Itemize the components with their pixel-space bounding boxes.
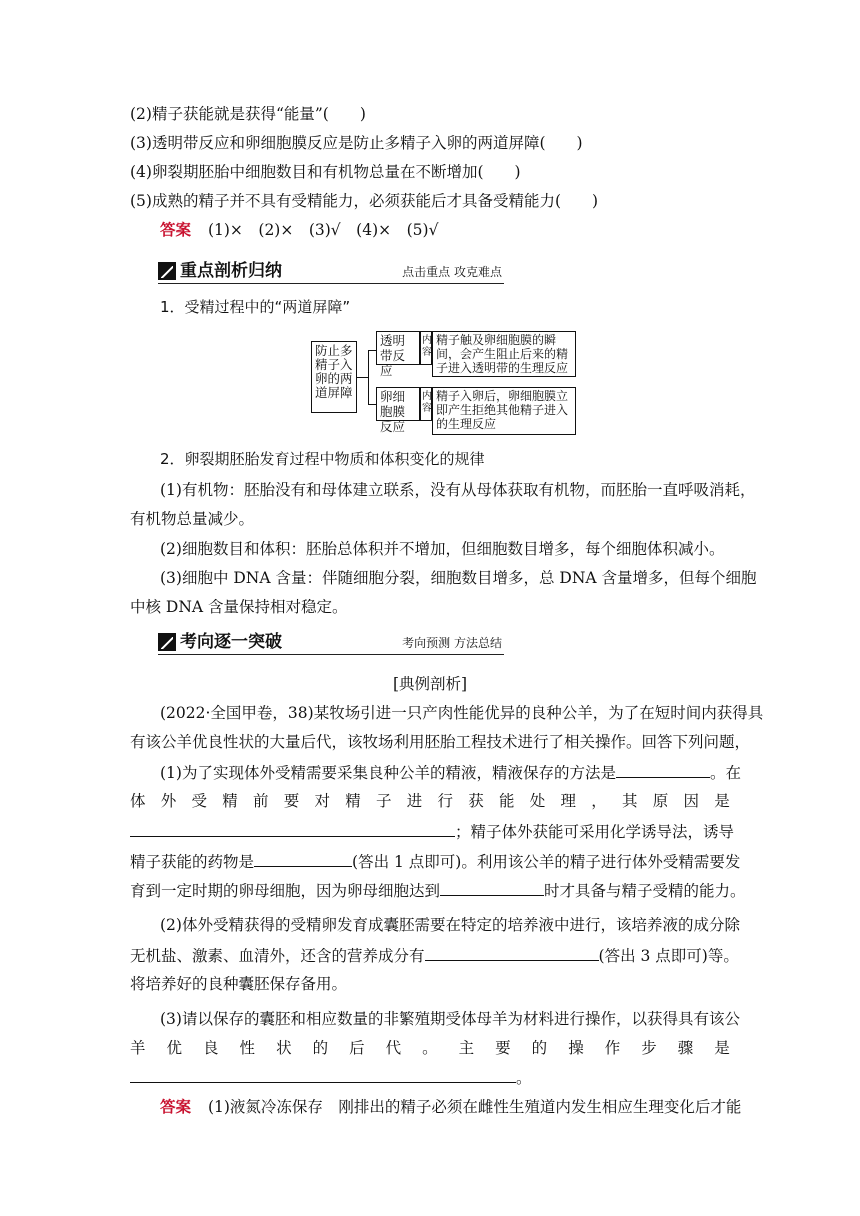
justified-char: 骤 bbox=[677, 1039, 694, 1057]
justified-char: 状 bbox=[276, 1039, 292, 1057]
question-text: (答出 3 点即可)等。 bbox=[598, 947, 739, 965]
question-1-line-4 bbox=[130, 850, 741, 873]
question-text: 精子获能的药物是 bbox=[130, 853, 255, 871]
section-title: 考向逐一突破 bbox=[180, 632, 282, 652]
answer-label: 答案 bbox=[160, 221, 192, 239]
question-text: ；精子体外获能可采用化学诱导法，诱导 bbox=[455, 823, 735, 841]
diagram-root-box: 防止多精子入卵的两道屏障 bbox=[311, 341, 357, 413]
heading-two-barriers: 1．受精过程中的“两道屏障” bbox=[160, 298, 351, 316]
justified-char: 优 bbox=[166, 1039, 183, 1057]
diagram-connector bbox=[368, 350, 369, 404]
diagram-connector bbox=[368, 404, 376, 405]
justified-char: 其 bbox=[622, 792, 638, 810]
justified-char: 的 bbox=[531, 1039, 548, 1057]
question-2: (2)精子获能就是获得“能量”( ) bbox=[130, 105, 366, 123]
section-subtitle: 点击重点 攻克难点 bbox=[402, 265, 502, 279]
answer-blank[interactable] bbox=[130, 820, 455, 837]
question-5: (5)成熟的精子并不具有受精能力，必须获能后才具备受精能力( ) bbox=[130, 192, 599, 210]
rule-3-line-1: (3)细胞中 DNA 含量：伴随细胞分裂，细胞数目增多，总 DNA 含量增多，但每个细胞 bbox=[160, 569, 757, 587]
question-3: (3)透明带反应和卵细胞膜反应是防止多精子入卵的两道屏障( ) bbox=[130, 134, 583, 152]
answer-blank[interactable] bbox=[130, 1066, 516, 1083]
justified-char: 精 bbox=[222, 792, 238, 810]
justified-char: 外 bbox=[160, 792, 177, 810]
question-2-line-2 bbox=[130, 944, 739, 967]
problem-line-2: 有该公羊优良性状的大量后代，该牧场利用胚胎工程技术进行了相关操作。回答下列问题， bbox=[130, 733, 751, 751]
question-2-line-1: (2)体外受精获得的受精卵发育成囊胚需要在特定的培养液中进行，该培养液的成分除 bbox=[160, 916, 740, 934]
justified-char: 因 bbox=[683, 792, 700, 810]
question-text: 育到一定时期的卵母细胞，因为卵母细胞达到 bbox=[130, 882, 441, 900]
justified-char: ， bbox=[591, 792, 607, 810]
justified-char: 子 bbox=[376, 792, 392, 810]
justified-char: 体 bbox=[130, 792, 146, 810]
justified-char: 步 bbox=[641, 1039, 657, 1057]
justified-char: 羊 bbox=[130, 1039, 146, 1057]
rule-2: (2)细胞数目和体积：胚胎总体积并不增加，但细胞数目增多，每个细胞体积减小。 bbox=[160, 540, 725, 558]
justified-char: 代 bbox=[385, 1039, 402, 1057]
justified-char: 主 bbox=[458, 1039, 475, 1057]
answer-text: (1)液氮冷冻保存 刚排出的精子必须在雌性生殖道内发生相应生理变化后才能 bbox=[207, 1098, 742, 1116]
heading-cleavage-rules: 2．卵裂期胚胎发育过程中物质和体积变化的规律 bbox=[160, 450, 485, 468]
justified-char: 操 bbox=[568, 1039, 584, 1057]
section-header-key-points bbox=[158, 259, 504, 284]
answer-label: 答案 bbox=[160, 1098, 192, 1116]
problem-line-1: (2022·全国甲卷，38)某牧场引进一只产肉性能优异的良种公羊，为了在短时间内获得具 bbox=[160, 704, 764, 722]
justified-char: 的 bbox=[312, 1039, 329, 1057]
justified-char: 后 bbox=[349, 1039, 365, 1057]
branch-membrane-content: 精子入卵后，卵细胞膜立即产生拒绝其他精子进入的生理反应 bbox=[432, 387, 576, 435]
justified-char: 要 bbox=[495, 1039, 511, 1057]
question-1-line-2 bbox=[130, 790, 730, 812]
rule-1-line-2: 有机物总量减少。 bbox=[130, 510, 255, 528]
justified-char: 是 bbox=[714, 792, 730, 810]
question-1-line-1 bbox=[160, 761, 741, 784]
justified-char: 进 bbox=[406, 792, 423, 810]
justified-char: 行 bbox=[437, 792, 454, 810]
section-marker-icon bbox=[158, 262, 176, 280]
justified-char: 理 bbox=[560, 792, 577, 810]
question-text: 。在 bbox=[709, 764, 741, 782]
question-text: 无机盐、激素、血清外，还含的营养成分有 bbox=[130, 947, 425, 965]
question-text: (1)为了实现体外受精需要采集良种公羊的精液，精液保存的方法是 bbox=[160, 764, 616, 782]
justified-char: 原 bbox=[652, 792, 669, 810]
justified-char: 作 bbox=[604, 1039, 621, 1057]
example-title: [典例剖析] bbox=[392, 675, 468, 693]
branch-content-tag: 内容 bbox=[420, 387, 432, 421]
answer-line-1 bbox=[160, 219, 760, 241]
rule-1-line-1: (1)有机物：胚胎没有和母体建立联系，没有从母体获取有机物，而胚胎一直呼吸消耗， bbox=[160, 481, 756, 499]
answer-blank[interactable] bbox=[616, 761, 710, 778]
justified-char: 。 bbox=[422, 1039, 438, 1057]
branch-zona-pellucida-content: 精子触及卵细胞膜的瞬间，会产生阻止后来的精子进入透明带的生理反应 bbox=[432, 331, 576, 377]
section-header-breakthrough bbox=[158, 630, 504, 655]
justified-char: 对 bbox=[314, 792, 331, 810]
justified-char: 获 bbox=[468, 792, 484, 810]
justified-char: 良 bbox=[203, 1039, 219, 1057]
justified-char: 处 bbox=[529, 792, 546, 810]
diagram-connector bbox=[368, 350, 376, 351]
justified-char: 前 bbox=[253, 792, 269, 810]
diagram-connector bbox=[357, 377, 368, 378]
section-title: 重点剖析归纳 bbox=[180, 261, 282, 281]
section-subtitle: 考向预测 方法总结 bbox=[402, 636, 502, 650]
question-3-line-2 bbox=[130, 1037, 730, 1059]
question-1-line-5 bbox=[130, 879, 746, 902]
question-4: (4)卵裂期胚胎中细胞数目和有机物总量在不断增加( ) bbox=[130, 163, 521, 181]
rule-3-line-2: 中核 DNA 含量保持相对稳定。 bbox=[130, 598, 348, 616]
answer-blank[interactable] bbox=[440, 879, 544, 896]
justified-char: 能 bbox=[499, 792, 515, 810]
answer-line-2 bbox=[160, 1096, 760, 1118]
branch-zona-pellucida-box: 透明带反应 bbox=[376, 331, 420, 365]
justified-char: 要 bbox=[283, 792, 300, 810]
justified-char: 性 bbox=[239, 1039, 256, 1057]
question-text: 时才具备与精子受精的能力。 bbox=[544, 882, 746, 900]
branch-content-tag: 内容 bbox=[420, 331, 432, 365]
question-1-line-3 bbox=[130, 820, 735, 843]
justified-char: 是 bbox=[714, 1039, 730, 1057]
question-text: 。 bbox=[516, 1069, 532, 1087]
justified-char: 受 bbox=[191, 792, 208, 810]
section-marker-icon bbox=[158, 633, 176, 651]
answer-blank[interactable] bbox=[254, 850, 352, 867]
question-3-line-3 bbox=[130, 1066, 730, 1089]
branch-membrane-box: 卵细胞膜反应 bbox=[376, 387, 420, 421]
question-3-line-1: (3)请以保存的囊胚和相应数量的非繁殖期受体母羊为材料进行操作，以获得具有该公 bbox=[160, 1010, 740, 1028]
question-2-line-3: 将培养好的良种囊胚保存备用。 bbox=[130, 975, 348, 993]
justified-char: 精 bbox=[345, 792, 361, 810]
question-text: (答出 1 点即可)。利用该公羊的精子进行体外受精需要发 bbox=[352, 853, 741, 871]
answer-text: (1)× (2)× (3)√ (4)× (5)√ bbox=[207, 221, 439, 239]
answer-blank[interactable] bbox=[425, 944, 599, 961]
